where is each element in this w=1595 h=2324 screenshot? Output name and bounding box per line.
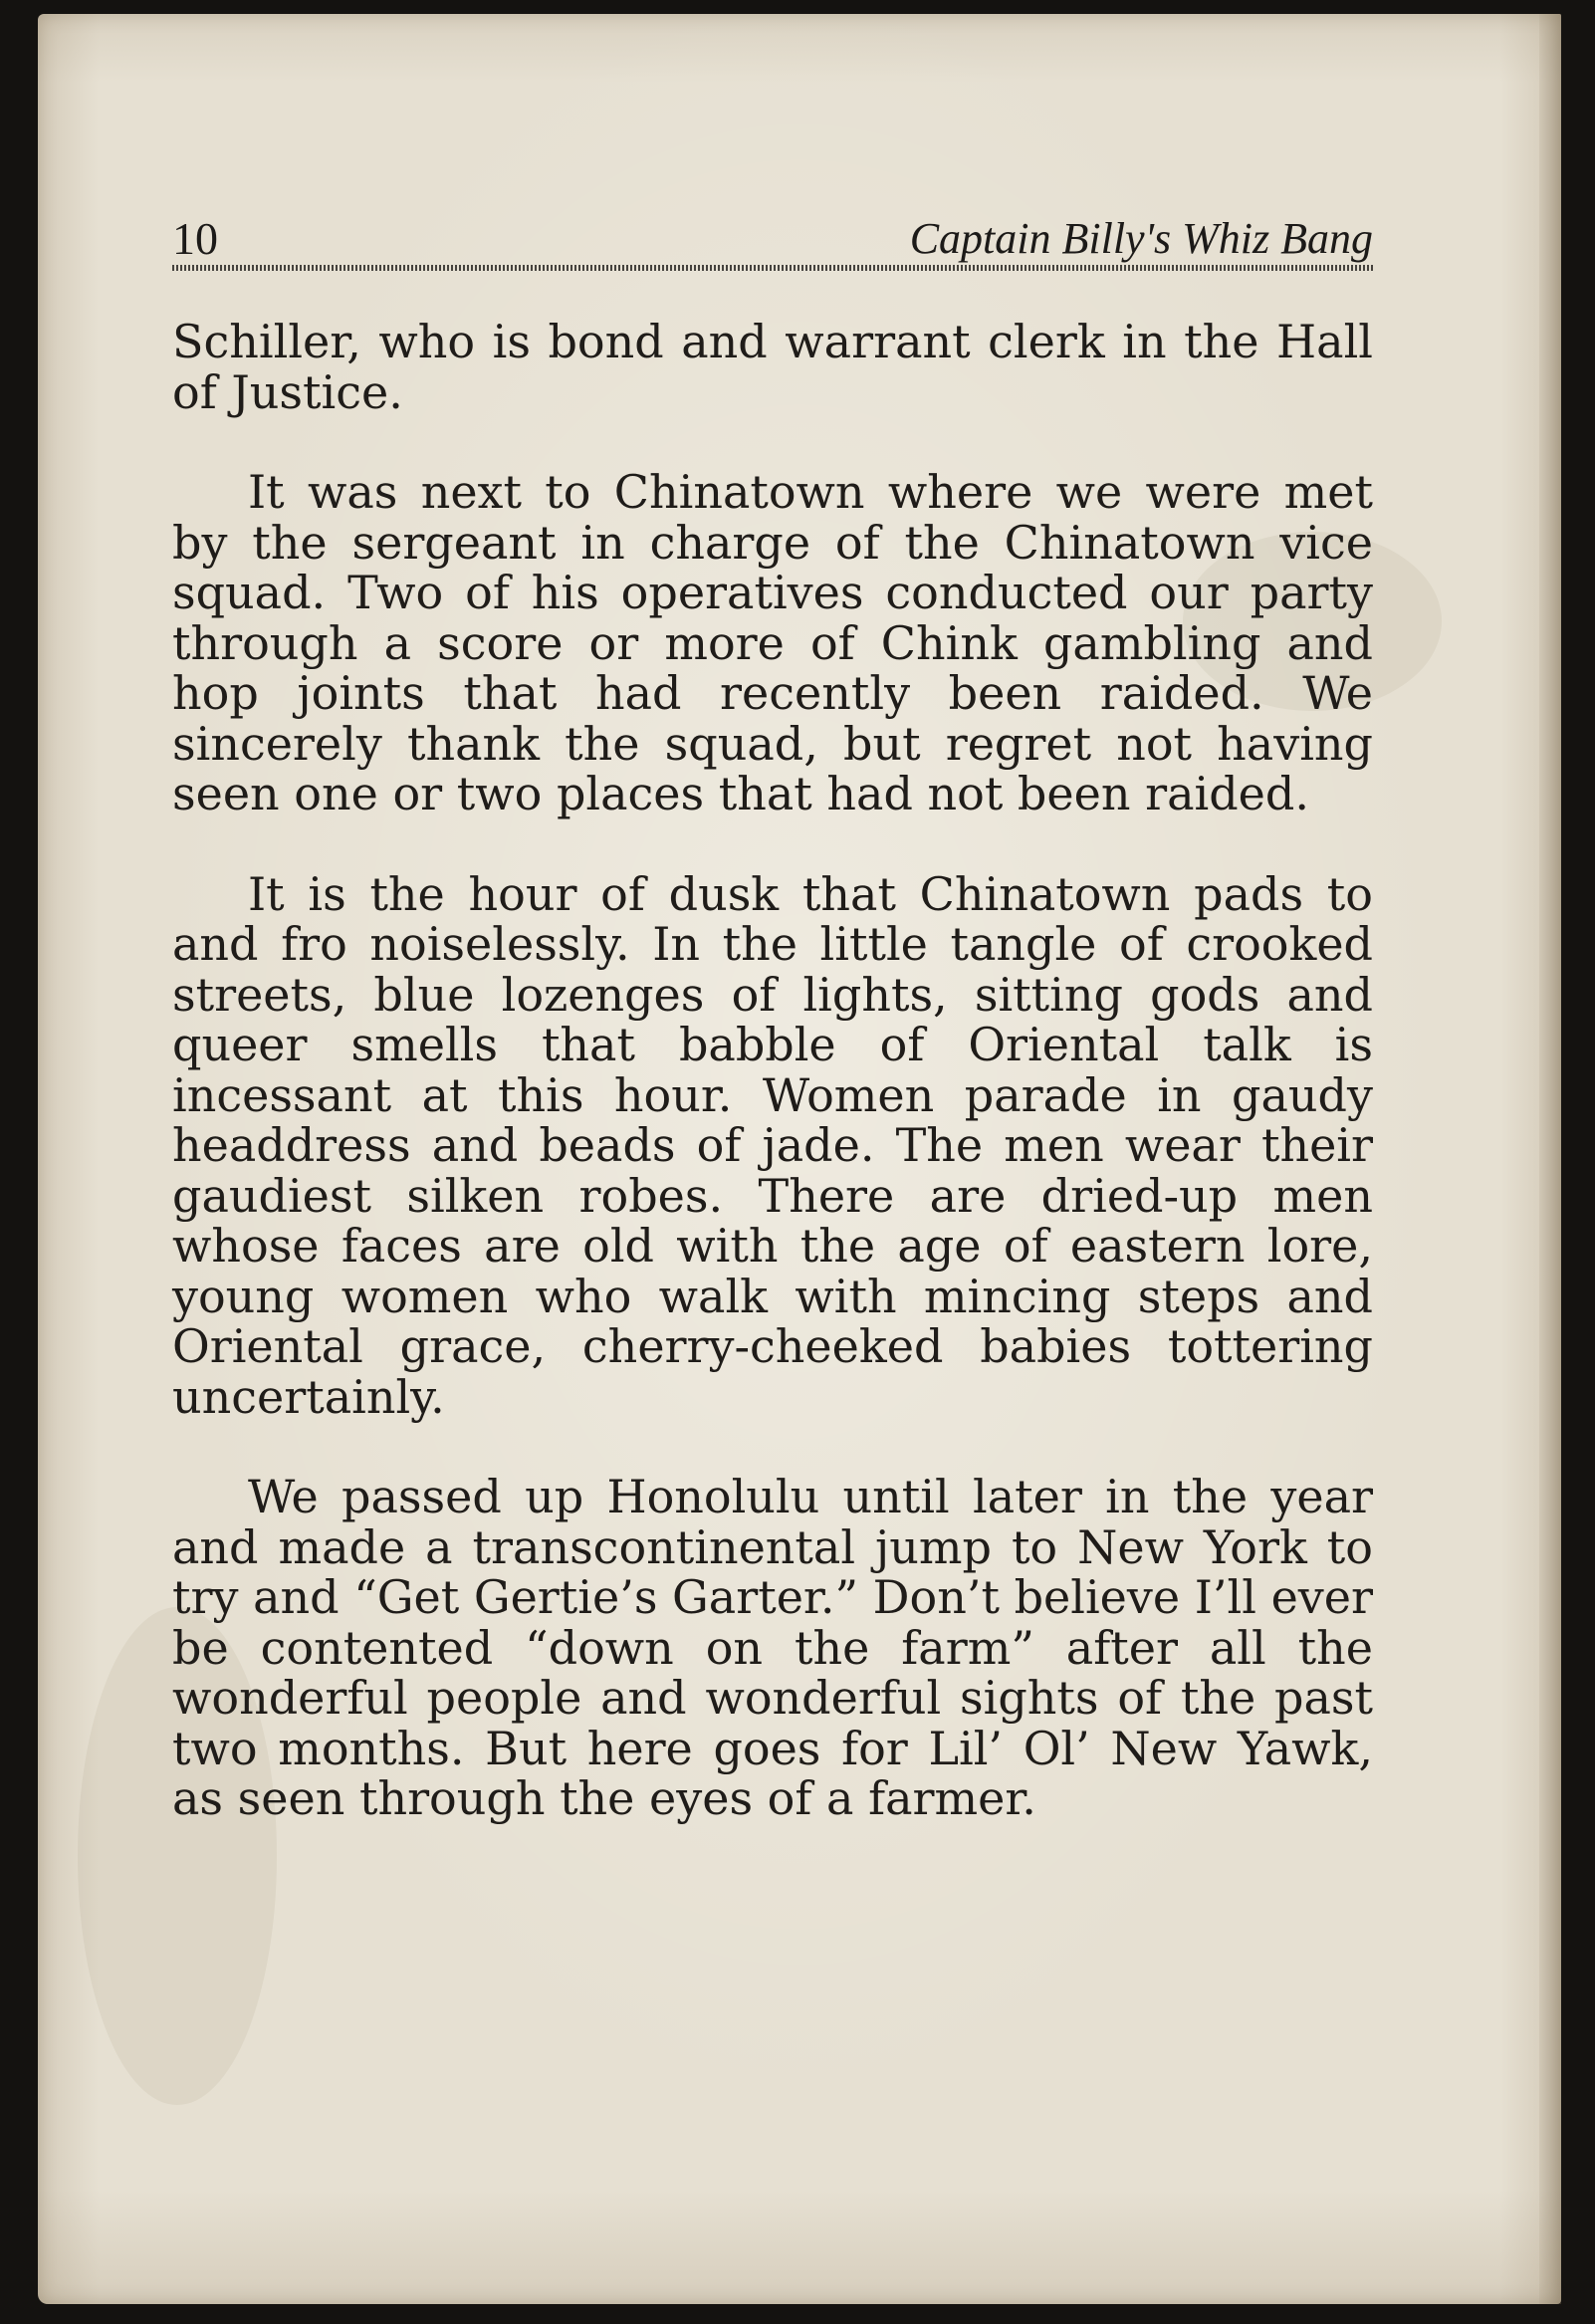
paragraph: It is the hour of dusk that Chinatown pads to and fro noiselessly. In the little tangle of crooked streets, blue lozenges of lights, sitting gods and queer smells that babble of Oriental talk is incessant at this hour. Women parade in gaudy headdress and beads of jade. The men wear their gaudiest silken robes. There are dried-up men whose faces are old with the age of eastern lore, young women who walk with mincing steps and Oriental grace, cherry-cheeked babies tottering uncertainly. [172, 866, 1373, 1424]
page-number: 10 [172, 213, 218, 264]
running-title: Captain Billy's Whiz Bang [909, 214, 1373, 263]
body-text [172, 317, 1373, 1874]
page-header [172, 209, 1373, 269]
paragraph: Schiller, who is bond and warrant clerk in the Hall of Justice. [172, 315, 1373, 419]
paragraph: It was next to Chinatown where we were met by the sergeant in charge of the Chinatown vice squad. Two of his operatives conducted our party through a score or more of Chink gambling and hop joints that had recently been raided. We sincerely thank the squad, but regret not having seen one or two places that had not been raided. [172, 465, 1373, 820]
page-edge-shadow [1539, 14, 1561, 2304]
paragraph: We passed up Honolulu until later in the year and made a transcontinental jump to New York to try and “Get Gertie’s Garter.” Don’t believe I’ll ever be contented “down on the farm” after all the wonderful people and wonderful sights of the past two months. But here goes for Lil’ Ol’ New Yawk, as seen through the eyes of a farmer. [172, 1470, 1373, 1825]
header-divider [172, 265, 1373, 271]
